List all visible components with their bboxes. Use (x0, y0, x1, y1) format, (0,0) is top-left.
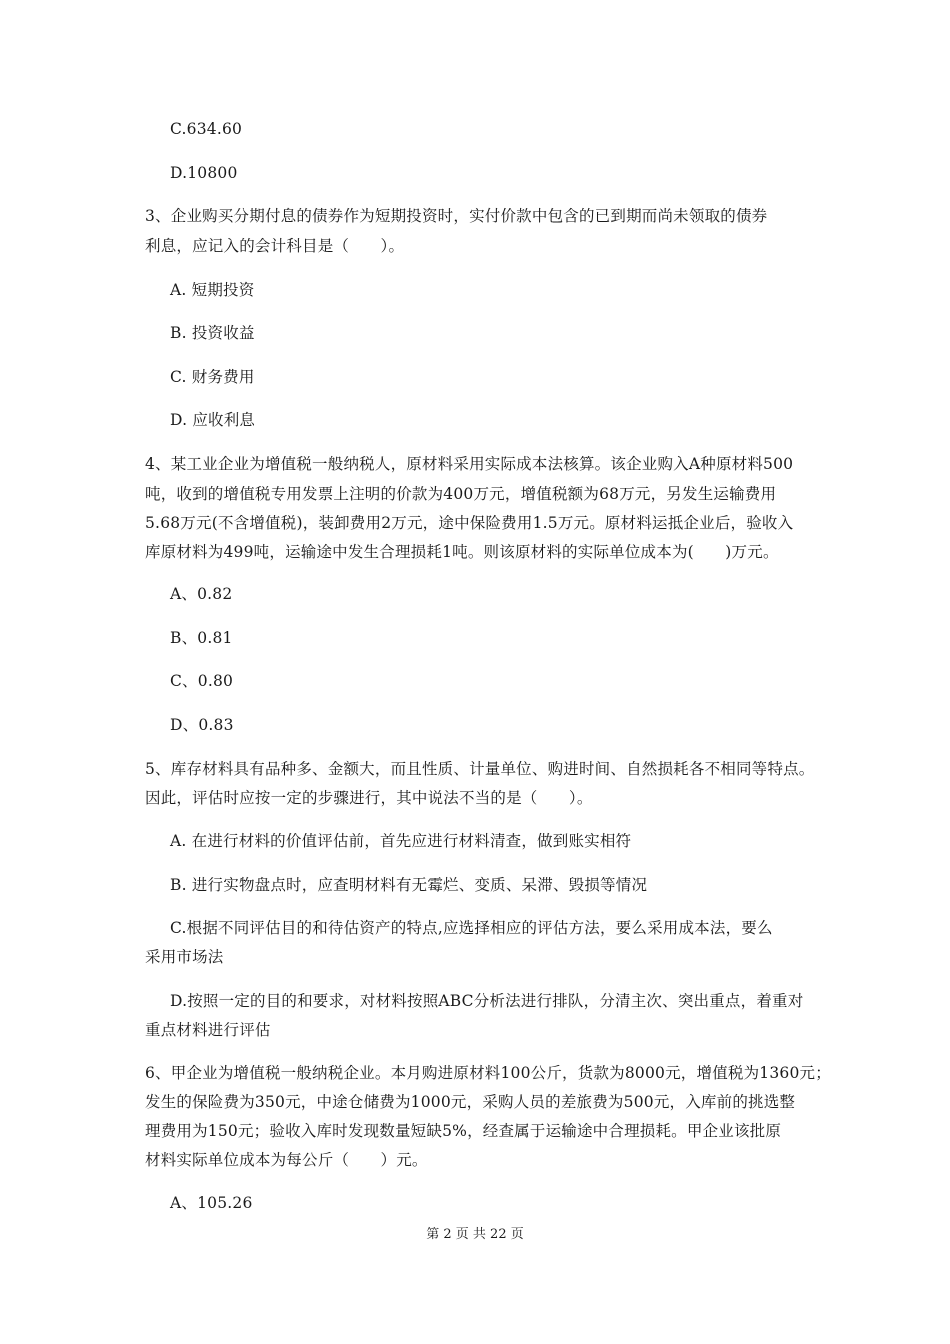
q4-option-a: A、0.82 (170, 585, 233, 603)
q3-stem-line-1: 3、企业购买分期付息的债券作为短期投资时，实付价款中包含的已到期而尚未领取的债券 (145, 207, 768, 225)
q6-stem-line-1: 6、甲企业为增值税一般纳税企业。本月购进原材料100公斤，货款为8000元，增值税为1360元； (145, 1064, 831, 1082)
q6-stem-line-4: 材料实际单位成本为每公斤（ ）元。 (145, 1151, 428, 1169)
q3-stem-line-2: 利息，应记入的会计科目是（ ）。 (145, 237, 405, 255)
q3-option-b: B. 投资收益 (170, 324, 255, 342)
q5-option-c-line-1: C.根据不同评估目的和待估资产的特点,应选择相应的评估方法，要么采用成本法，要么 (170, 919, 773, 937)
q4-stem-line-4: 库原材料为499吨，运输途中发生合理损耗1吨。则该原材料的实际单位成本为( )万元。 (145, 543, 779, 561)
q6-stem-line-3: 理费用为150元；验收入库时发现数量短缺5%，经查属于运输途中合理损耗。甲企业该批原 (145, 1122, 782, 1140)
q2-option-d: D.10800 (170, 164, 238, 182)
q6-stem-line-2: 发生的保险费为350元，中途仓储费为1000元，采购人员的差旅费为500元，入库前的挑选整 (145, 1093, 796, 1111)
q6-option-a: A、105.26 (170, 1194, 253, 1212)
q5-stem-line-2: 因此，评估时应按一定的步骤进行，其中说法不当的是（ ）。 (145, 789, 593, 807)
q4-stem-line-3: 5.68万元(不含增值税)，装卸费用2万元，途中保险费用1.5万元。原材料运抵企业后，验收入 (145, 514, 794, 532)
q5-option-d-line-2: 重点材料进行评估 (145, 1021, 271, 1039)
q4-stem-line-1: 4、某工业企业为增值税一般纳税人，原材料采用实际成本法核算。该企业购入A种原材料500 (145, 455, 794, 473)
q4-option-d: D、0.83 (170, 716, 234, 734)
q5-option-b: B. 进行实物盘点时，应查明材料有无霉烂、变质、呆滞、毁损等情况 (170, 876, 648, 894)
q4-option-b: B、0.81 (170, 629, 233, 647)
page-footer: 第 2 页 共 22 页 (426, 1227, 524, 1242)
q3-option-c: C. 财务费用 (170, 368, 255, 386)
q4-option-c: C、0.80 (170, 672, 234, 690)
q5-option-a: A. 在进行材料的价值评估前，首先应进行材料清查，做到账实相符 (170, 832, 632, 850)
q5-option-d-line-1: D.按照一定的目的和要求，对材料按照ABC分析法进行排队，分清主次、突出重点，着重对 (170, 992, 804, 1010)
q3-option-d: D. 应收利息 (170, 411, 256, 429)
q5-option-c-line-2: 采用市场法 (145, 948, 224, 966)
q2-option-c: C.634.60 (170, 120, 243, 138)
q4-stem-line-2: 吨，收到的增值税专用发票上注明的价款为400万元，增值税额为68万元，另发生运输费用 (145, 485, 777, 503)
q3-option-a: A. 短期投资 (170, 281, 255, 299)
q5-stem-line-1: 5、库存材料具有品种多、金额大，而且性质、计量单位、购进时间、自然损耗各不相同等特点。 (145, 760, 815, 778)
